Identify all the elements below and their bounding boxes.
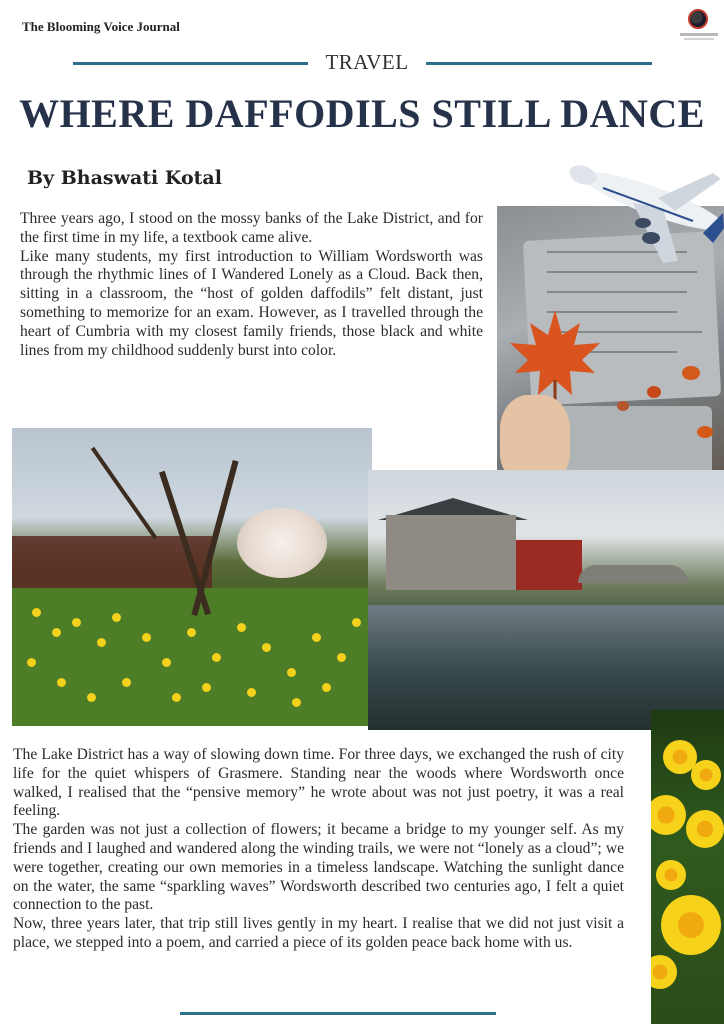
intro-text — [20, 210, 483, 360]
journal-logo-icon — [680, 8, 718, 44]
intro-paragraph: Three years ago, I stood on the mossy banks of the Lake District, and for the first time in my life, a textbook came alive. — [20, 210, 483, 246]
article-title: WHERE DAFFODILS STILL DANCE — [19, 91, 705, 136]
airplane-icon — [563, 153, 724, 265]
body-paragraph: The Lake District has a way of slowing down time. For three days, we exchanged the rush of city life for the quiet whispers of Grasmere. Standing near the woods where Wordsworth once walked, I realised that the “pensive memory” he wrote about was not just poetry, it was a real feeling. — [13, 746, 624, 820]
section-rule-left — [73, 62, 308, 65]
section-label: TRAVEL — [325, 50, 409, 74]
grasmere-river-photo — [368, 470, 724, 730]
hand-photo-element — [500, 395, 570, 480]
article-byline: By Bhaswati Kotal — [27, 167, 222, 189]
body-paragraph: The garden was not just a collection of flowers; it became a bridge to my younger self. As my friends and I laughed and wandered along the winding trails, we were not “lonely as a cloud”; we were together, creating our own memories in a timeless landscape. Watching the sunlight dance on the water, the same “sparkling waves” Wordsworth described two centuries ago, I felt a quiet connection to the past. — [13, 821, 624, 914]
footer-rule — [180, 1012, 496, 1015]
section-rule-right — [426, 62, 652, 65]
maple-leaf-icon — [500, 305, 610, 405]
journal-name: The Blooming Voice Journal — [22, 19, 180, 34]
body-paragraph: Now, three years later, that trip still lives gently in my heart. I realise that we did not just visit a place, we stepped into a poem, and carried a piece of its golden peace back home with us. — [13, 915, 624, 951]
daffodil-closeup-photo — [651, 710, 724, 1024]
body-text — [13, 746, 624, 953]
daffodil-garden-photo — [12, 428, 372, 726]
intro-paragraph: Like many students, my first introduction to William Wordsworth was through the rhythmic lines of I Wandered Lonely as a Cloud. Back then, sitting in a classroom, the “host of golden daffodils” felt distant, just something to memorize for an exam. However, as I travelled through the heart of Cumbria with my closest family friends, those black and white lines from my childhood suddenly burst into color. — [20, 247, 483, 359]
